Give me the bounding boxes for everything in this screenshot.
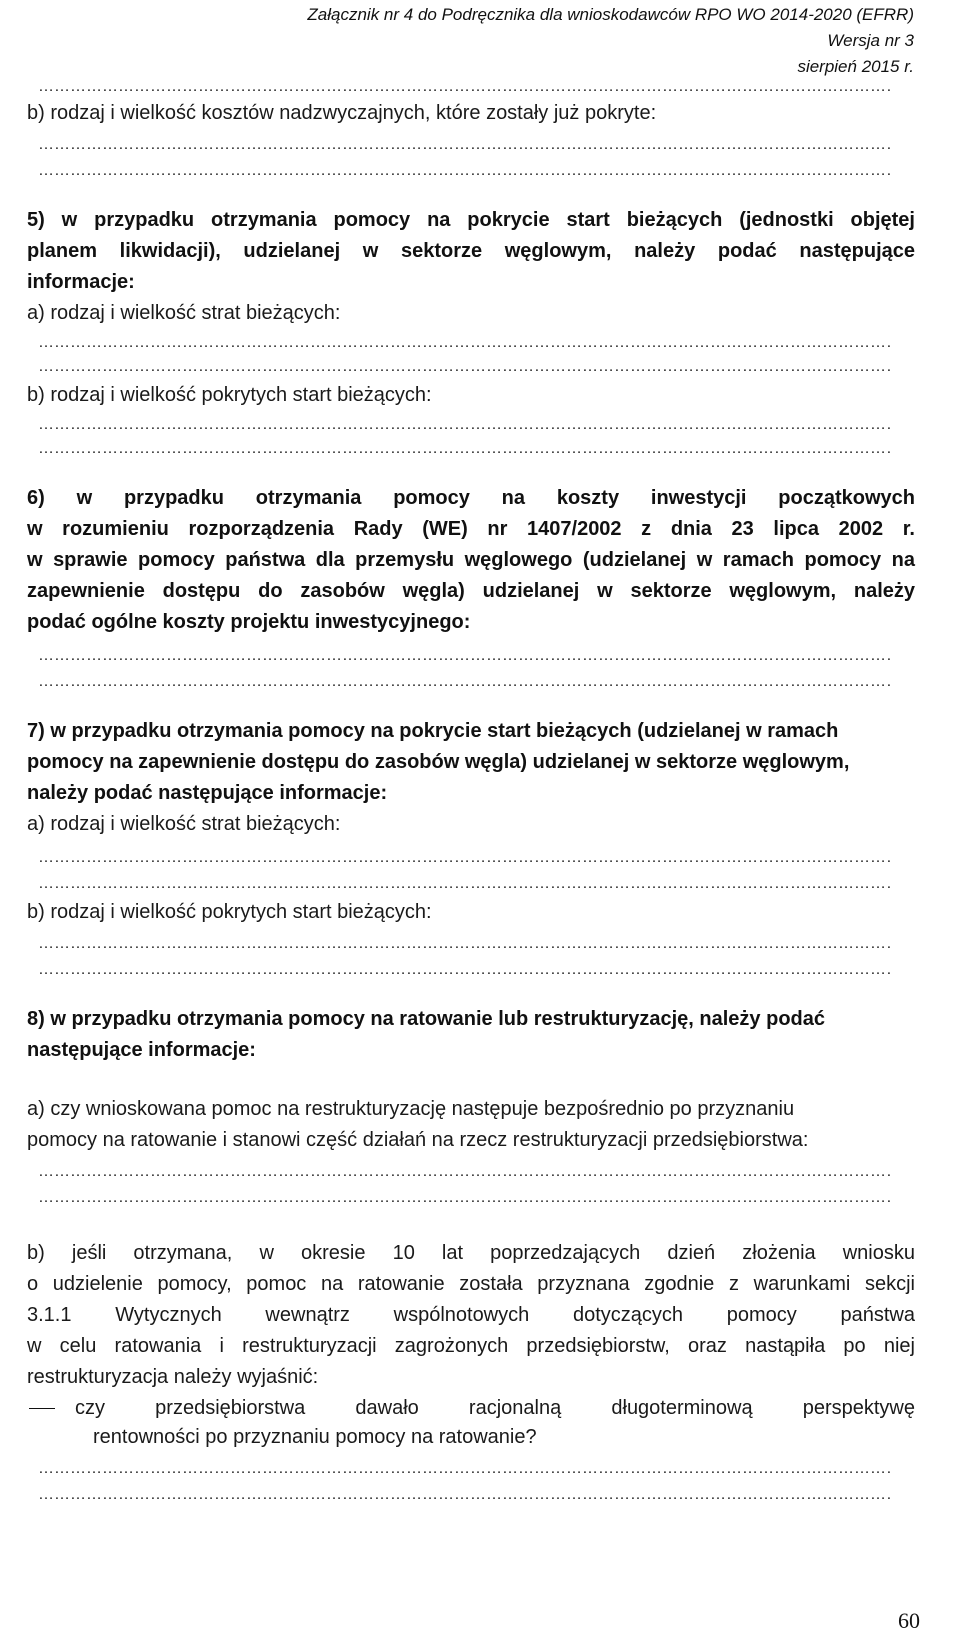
section-7-heading: 7) w przypadku otrzymania pomocy na pokrycie start bieżących (udzielanej w ramach	[27, 720, 839, 742]
section-7-heading-cont: pomocy na zapewnienie dostępu do zasobów węgla) udzielanej w sektorze węglowym,	[27, 751, 850, 773]
section-8-heading-cont: następujące informacje:	[27, 1039, 256, 1061]
question-7b: b) rodzaj i wielkość pokrytych start bieżących:	[27, 901, 432, 923]
question-8b: b) jeśli otrzymana, w okresie 10 lat poprzedzających dzień złożenia wniosku	[27, 1242, 915, 1264]
section-6-heading: 6) w przypadku otrzymania pomocy na koszty inwestycji początkowych	[27, 487, 915, 509]
bullet-text-cont: rentowności po przyznaniu pomocy na ratowanie?	[93, 1426, 537, 1448]
question-8b-cont: restrukturyzacja należy wyjaśnić:	[27, 1366, 319, 1388]
answer-line[interactable]	[38, 961, 892, 983]
answer-line[interactable]	[38, 1460, 892, 1482]
question-4b: b) rodzaj i wielkość kosztów nadzwyczajnych, które zostały już pokryte:	[27, 102, 657, 124]
answer-line[interactable]	[38, 935, 892, 957]
question-5b: b) rodzaj i wielkość pokrytych start bieżących:	[27, 384, 432, 406]
question-8b-cont: 3.1.1 Wytycznych wewnątrz wspólnotowych dotyczących pomocy państwa	[27, 1304, 915, 1326]
section-6-heading-cont: w sprawie pomocy państwa dla przemysłu węglowego (udzielanej w ramach pomocy na	[27, 549, 915, 571]
section-6-heading-cont: zapewnienie dostępu do zasobów węgla) udzielanej w sektorze węglowym, należy	[27, 580, 915, 602]
page-number: 60	[898, 1608, 920, 1633]
answer-line[interactable]	[38, 647, 892, 669]
answer-line[interactable]	[38, 136, 892, 158]
answer-line[interactable]	[38, 849, 892, 871]
section-7-heading-cont: należy podać następujące informacje:	[27, 782, 388, 804]
answer-line[interactable]	[38, 334, 892, 356]
question-7a: a) rodzaj i wielkość strat bieżących:	[27, 813, 341, 835]
header-date: sierpień 2015 r.	[797, 57, 914, 76]
answer-line[interactable]	[38, 416, 892, 438]
answer-line[interactable]	[38, 358, 892, 380]
answer-line[interactable]	[38, 440, 892, 462]
question-8b-cont: w celu ratowania i restrukturyzacji zagrożonych przedsiębiorstw, oraz nastąpiła po niej	[27, 1335, 915, 1357]
answer-line[interactable]	[38, 1189, 892, 1211]
answer-line[interactable]	[38, 1163, 892, 1185]
answer-line[interactable]	[38, 162, 892, 184]
section-5-heading-cont: planem likwidacji), udzielanej w sektorze węglowym, należy podać następujące	[27, 240, 915, 262]
question-8a-cont: pomocy na ratowanie i stanowi część działań na rzecz restrukturyzacji przedsiębiorstwa:	[27, 1129, 809, 1151]
bullet-text: czy przedsiębiorstwa dawało racjonalną długoterminową perspektywę	[75, 1397, 915, 1419]
section-8-heading: 8) w przypadku otrzymania pomocy na ratowanie lub restrukturyzację, należy podać	[27, 1008, 825, 1030]
question-8a: a) czy wnioskowana pomoc na restrukturyzację następuje bezpośrednio po przyznaniu	[27, 1098, 795, 1120]
question-5a: a) rodzaj i wielkość strat bieżących:	[27, 302, 341, 324]
answer-line[interactable]	[38, 875, 892, 897]
section-5-heading: 5) w przypadku otrzymania pomocy na pokrycie start bieżących (jednostki objętej	[27, 209, 915, 231]
header-attachment-title: Załącznik nr 4 do Podręcznika dla wnioskodawców RPO WO 2014-2020 (EFRR)	[307, 5, 914, 24]
dash-bullet-icon	[29, 1408, 55, 1409]
answer-line[interactable]	[38, 78, 892, 100]
section-6-heading-cont: w rozumieniu rozporządzenia Rady (WE) nr 1407/2002 z dnia 23 lipca 2002 r.	[27, 518, 915, 540]
bullet-item	[27, 1394, 915, 1422]
question-8b-cont: o udzielenie pomocy, pomoc na ratowanie została przyznana zgodnie z warunkami sekcji	[27, 1273, 915, 1295]
answer-line[interactable]	[38, 1486, 892, 1508]
header-version: Wersja nr 3	[827, 31, 914, 50]
section-5-heading-cont: informacje:	[27, 271, 135, 293]
section-6-heading-cont: podać ogólne koszty projektu inwestycyjnego:	[27, 611, 471, 633]
answer-line[interactable]	[38, 673, 892, 695]
